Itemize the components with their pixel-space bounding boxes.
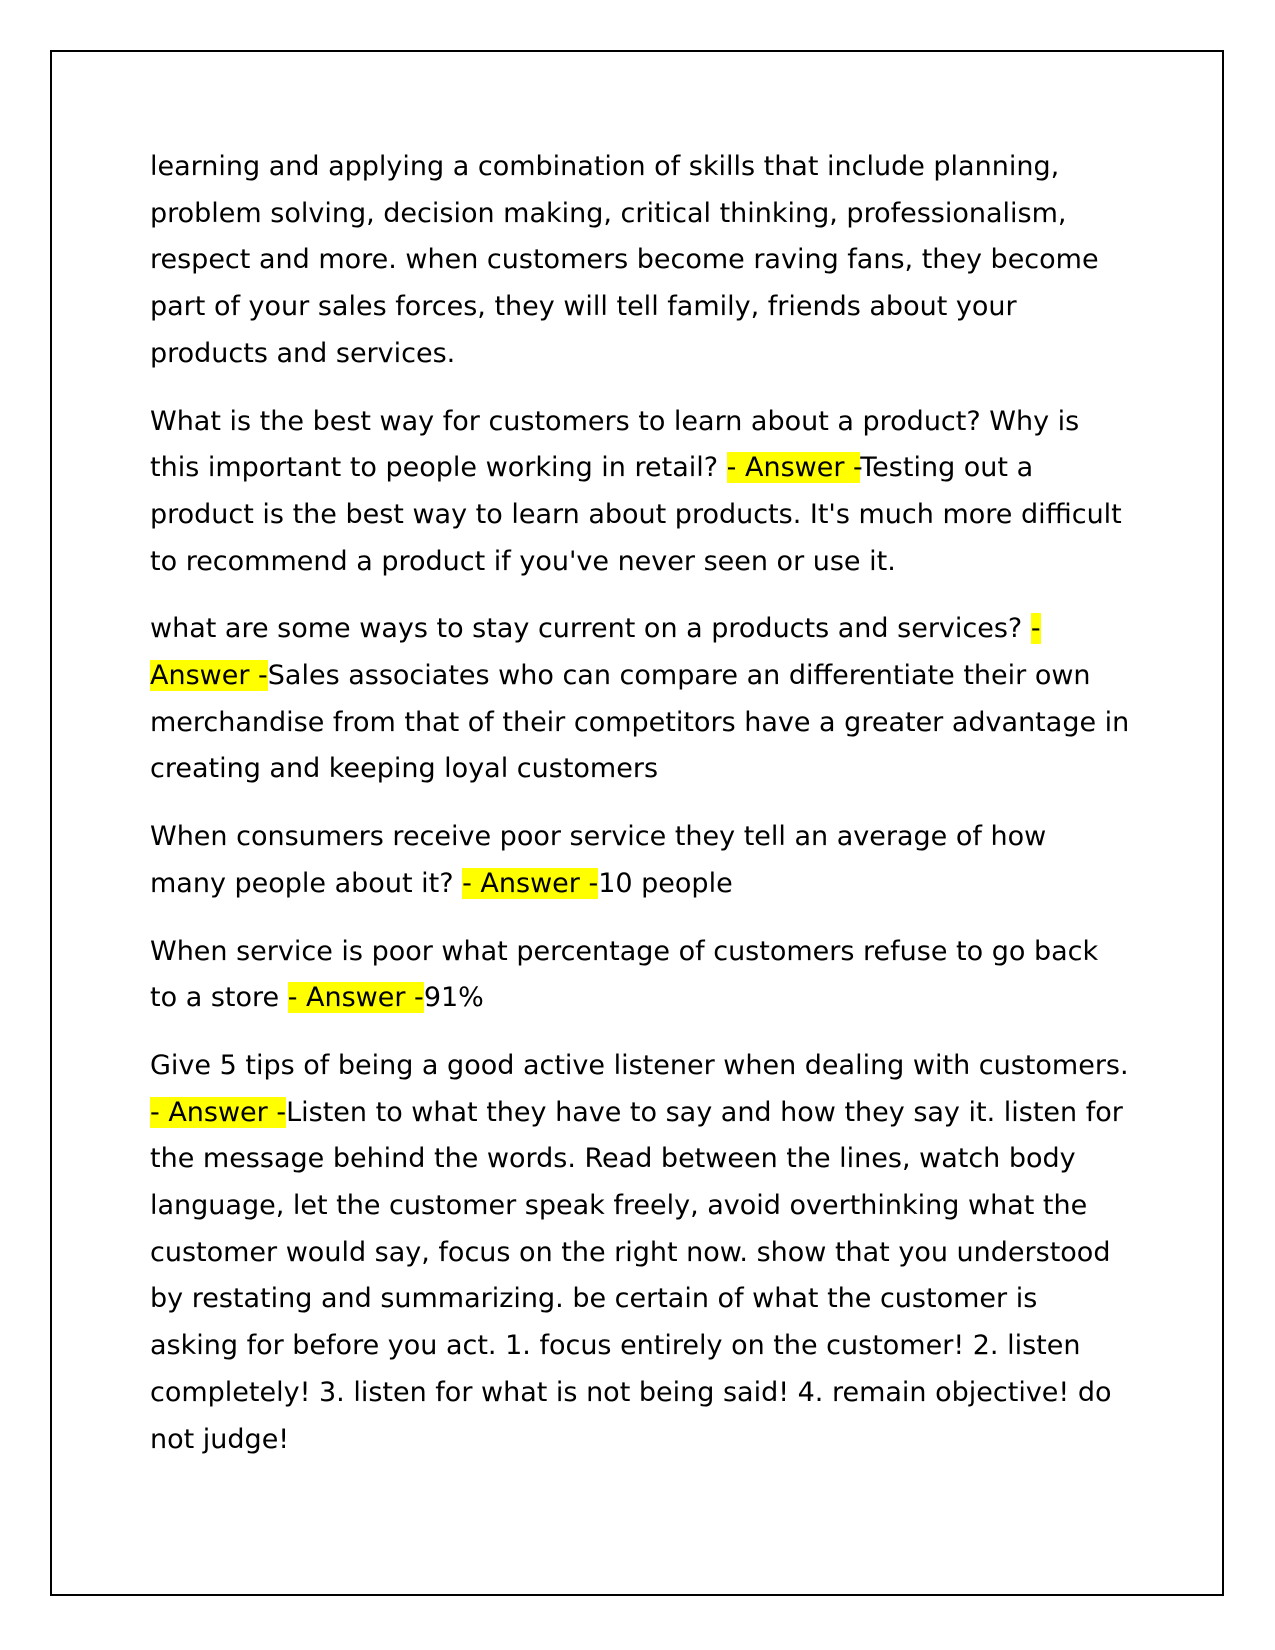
qa-item-stay-current <box>150 606 1130 793</box>
question-text: What is the best way for customers to learn about a product? Why is this important to people working in retail? <box>150 405 1080 484</box>
question-text: When consumers receive poor service they tell an average of how many people about it? <box>150 821 1047 899</box>
qa-item-refuse-percentage <box>150 929 1130 1022</box>
paragraph-intro <box>150 144 1130 378</box>
question-text: Give 5 tips of being a good active listener when dealing with customers. <box>150 1049 1129 1081</box>
answer-marker: - Answer - <box>150 613 1041 692</box>
answer-text: 10 people <box>598 867 733 899</box>
paragraph-text: learning and applying a combination of skills that include planning, problem solving, decision making, critical thinking, professionalism, respect and more. when customers become raving fans, they become part of your sales forces, they will tell family, friends about your products and services. <box>150 151 1099 369</box>
qa-item-active-listener <box>150 1043 1130 1463</box>
qa-item-learn-about-product <box>150 399 1130 586</box>
qa-item-poor-service-tell <box>150 814 1130 907</box>
answer-marker: - Answer - <box>726 452 861 484</box>
answer-marker: - Answer - <box>150 1096 287 1128</box>
answer-marker: - Answer - <box>462 867 599 899</box>
answer-marker: - Answer - <box>287 982 424 1014</box>
question-text: what are some ways to stay current on a products and services? <box>150 613 1031 645</box>
question-text: When service is poor what percentage of customers refuse to go back to a store <box>150 935 1099 1014</box>
document-body <box>150 144 1130 1484</box>
answer-text: Sales associates who can compare an differentiate their own merchandise from that of their competitors have a greater advantage in creating and keeping loyal customers <box>150 660 1130 785</box>
answer-text: Listen to what they have to say and how they say it. listen for the message behind the words. Read between the lines, watch body language, let the customer speak freely, avoid overthinking what the customer would say, focus on the right now. show that you understood by restating and summarizing. be certain of what the customer is asking for before you act. 1. focus entirely on the customer! 2. listen completely! 3. listen for what is not being said! 4. remain objective! do not judge! <box>150 1096 1123 1455</box>
answer-text: 91% <box>423 982 484 1014</box>
answer-text: Testing out a product is the best way to learn about products. It's much more difficult to recommend a product if you've never seen or use it. <box>150 452 1122 577</box>
